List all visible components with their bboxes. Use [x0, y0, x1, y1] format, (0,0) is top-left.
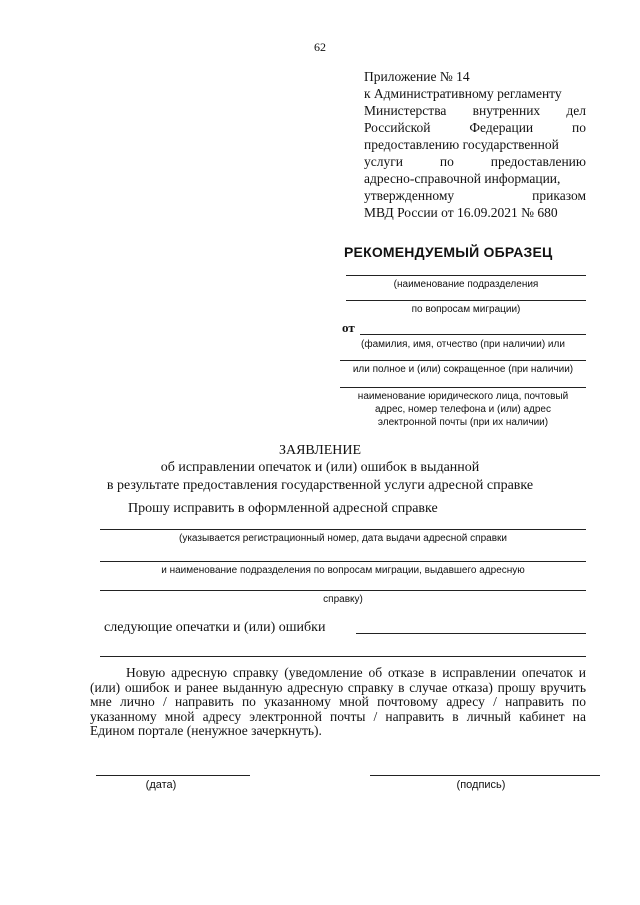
- appendix-word: утвержденному: [364, 188, 455, 203]
- document-subtitle: об исправлении опечаток и (или) ошибок в выданной: [160, 460, 480, 475]
- addressee-line[interactable]: [346, 300, 586, 301]
- typos-line[interactable]: [100, 656, 586, 657]
- sender-line[interactable]: [340, 360, 586, 361]
- appendix-word: Российской: [364, 120, 431, 135]
- sender-caption: адрес, номер телефона и (или) адрес: [374, 404, 551, 415]
- sender-line[interactable]: [340, 387, 586, 388]
- sender-line[interactable]: [360, 334, 586, 335]
- typos-label: следующие опечатки и (или) ошибки: [104, 620, 326, 635]
- appendix-word: дел: [566, 103, 586, 118]
- sender-caption: (фамилия, имя, отчество (при наличии) или: [361, 339, 565, 350]
- sender-caption: или полное и (или) сокращенное (при наличии): [352, 364, 574, 375]
- date-caption: (дата): [145, 779, 177, 791]
- document-subtitle: в результате предоставления государственной услуги адресной справке: [106, 478, 534, 493]
- addressee-caption: по вопросам миграции): [411, 304, 521, 315]
- typos-line[interactable]: [356, 633, 586, 634]
- reference-line[interactable]: [100, 590, 586, 591]
- addressee-line[interactable]: [346, 275, 586, 276]
- appendix-line: [364, 153, 586, 170]
- page-number: 62: [314, 40, 326, 54]
- appendix-word: приказом: [532, 188, 586, 203]
- appendix-word: по: [439, 154, 454, 169]
- paragraph-text: Новую адресную справку (уведомление об отказе в исправлении опечаток и (или) ошибок и ранее выданную адресную справку в случае отказа) прошу вручить мне лично / направить по указанному мной почтовому адресу / направить по указанному мной адресу электронной почты / направить в личный кабинет на Едином портале (ненужное зачеркнуть).: [90, 665, 586, 738]
- date-line[interactable]: [96, 775, 250, 776]
- appendix-word: внутренних: [472, 103, 541, 118]
- appendix-line: [364, 187, 586, 204]
- reference-line[interactable]: [100, 561, 586, 562]
- appendix-line: МВД России от 16.09.2021 № 680: [364, 205, 558, 220]
- appendix-line: [364, 102, 586, 119]
- appendix-word: услуги: [364, 154, 403, 169]
- appendix-line: предоставлению государственной: [364, 137, 559, 152]
- appendix-block: [364, 68, 586, 221]
- appendix-word: Министерства: [364, 103, 447, 118]
- signature-caption: (подпись): [456, 779, 506, 791]
- reference-line[interactable]: [100, 529, 586, 530]
- sender-caption: наименование юридического лица, почтовый: [357, 391, 569, 402]
- appendix-line: [364, 119, 586, 136]
- reference-caption: справку): [323, 594, 363, 605]
- appendix-word: по: [572, 120, 586, 135]
- appendix-line: Приложение № 14: [364, 69, 470, 84]
- addressee-caption: (наименование подразделения: [393, 279, 539, 290]
- signature-line[interactable]: [370, 775, 600, 776]
- recommended-sample-heading: РЕКОМЕНДУЕМЫЙ ОБРАЗЕЦ: [344, 244, 553, 260]
- document-title: ЗАЯВЛЕНИЕ: [278, 443, 362, 458]
- sender-caption: электронной почты (при их наличии): [377, 417, 549, 428]
- from-label: от: [342, 320, 355, 335]
- appendix-line: к Административному регламенту: [364, 86, 562, 101]
- reference-caption: (указывается регистрационный номер, дата выдачи адресной справки: [179, 533, 507, 544]
- request-intro: Прошу исправить в оформленной адресной справке: [128, 501, 438, 516]
- appendix-word: Федерации: [469, 120, 534, 135]
- appendix-word: предоставлению: [490, 154, 586, 169]
- appendix-line: адресно-справочной информации,: [364, 171, 561, 186]
- reference-caption: и наименование подразделения по вопросам миграции, выдавшего адресную: [161, 565, 525, 576]
- delivery-paragraph: [90, 666, 586, 739]
